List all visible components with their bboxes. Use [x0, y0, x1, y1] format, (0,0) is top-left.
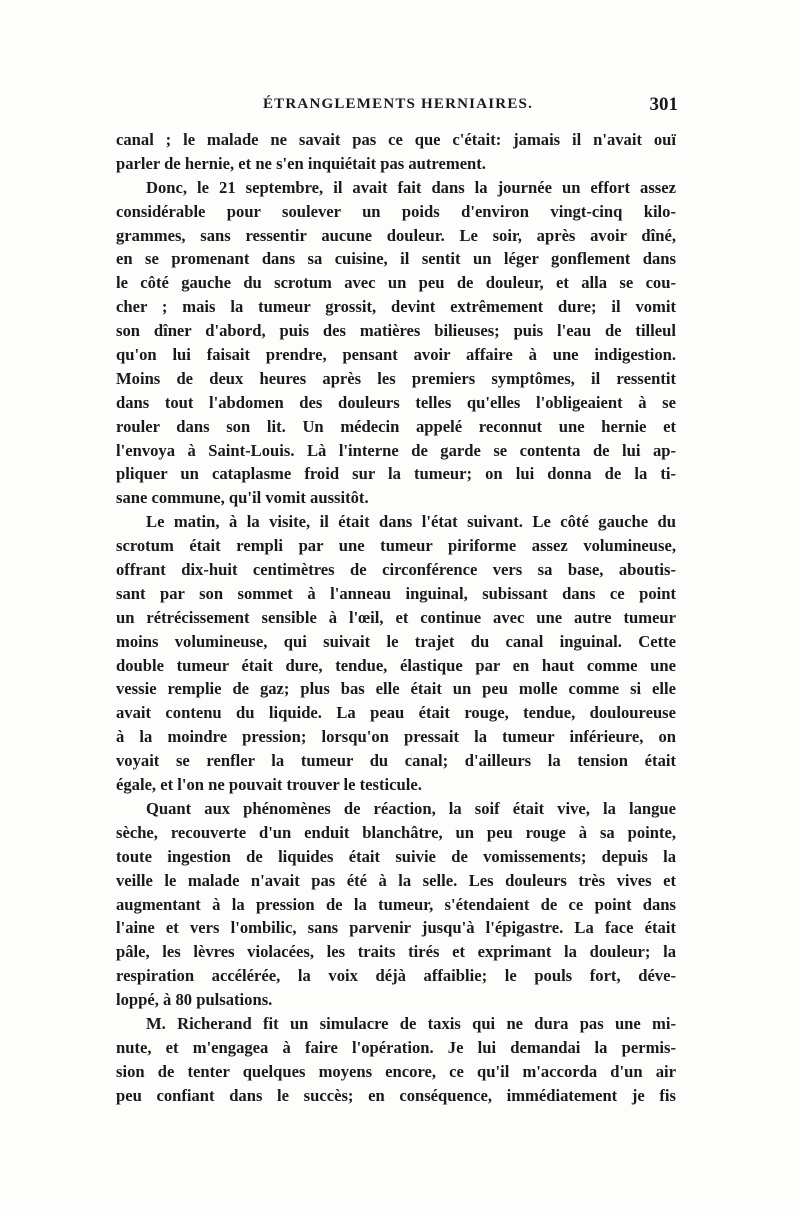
text-line: cher ; mais la tumeur grossit, devint extrêmement dure; il vomit — [116, 297, 676, 317]
text-line: rouler dans son lit. Un médecin appelé reconnut une hernie et — [116, 416, 676, 436]
text-line: offrant dix-huit centimètres de circonférence vers sa base, aboutis- — [116, 560, 676, 580]
text-line: dans tout l'abdomen des douleurs telles qu'elles l'obligeaient à se — [116, 392, 676, 412]
text-line: pâle, les lèvres violacées, les traits tirés et exprimant la douleur; la — [116, 942, 676, 962]
text-line: Moins de deux heures après les premiers symptômes, il ressentit — [116, 368, 676, 388]
text-line: scrotum était rempli par une tumeur piriforme assez volumineuse, — [116, 536, 676, 556]
text-line: considérable pour soulever un poids d'environ vingt-cinq kilo- — [116, 201, 676, 221]
running-head: ÉTRANGLEMENTS HERNIAIRES. — [262, 96, 534, 112]
text-line: à la moindre pression; lorsqu'on pressait la tumeur inférieure, on — [116, 727, 676, 747]
text-line: toute ingestion de liquides était suivie de vomissements; depuis la — [116, 846, 676, 866]
text-line: veille le malade n'avait pas été à la selle. Les douleurs très vives et — [116, 870, 676, 890]
text-line: parler de hernie, et ne s'en inquiétait pas autrement. — [116, 153, 486, 173]
text-line: nute, et m'engagea à faire l'opération. Je lui demandai la permis- — [116, 1037, 676, 1057]
body-text — [116, 128, 676, 1108]
text-line: canal ; le malade ne savait pas ce que c'était: jamais il n'avait ouï — [116, 130, 676, 149]
text-line: avait contenu du liquide. La peau était rouge, tendue, douloureuse — [116, 703, 676, 723]
text-line: Donc, le 21 septembre, il avait fait dans la journée un effort assez — [146, 177, 676, 197]
text-line: sane commune, qu'il vomit aussitôt. — [116, 488, 369, 508]
text-line: Quant aux phénomènes de réaction, la soif était vive, la langue — [146, 798, 676, 818]
page-header — [118, 96, 678, 122]
text-line: M. Richerand fit un simulacre de taxis qui ne dura pas une mi- — [146, 1013, 676, 1033]
text-line: loppé, à 80 pulsations. — [116, 990, 273, 1010]
text-line: pliquer un cataplasme froid sur la tumeur; on lui donna de la ti- — [116, 464, 676, 484]
text-line: augmentant à la pression de la tumeur, s'étendaient de ce point dans — [116, 894, 676, 914]
page-number: 301 — [649, 94, 678, 115]
text-line: moins volumineuse, qui suivait le trajet du canal inguinal. Cette — [116, 631, 676, 651]
text-line: peu confiant dans le succès; en conséquence, immédiatement je fis — [116, 1085, 676, 1105]
text-line: voyait se renfler la tumeur du canal; d'ailleurs la tension était — [116, 751, 676, 771]
text-line: sant par son sommet à l'anneau inguinal, subissant dans ce point — [116, 583, 676, 603]
text-line: le côté gauche du scrotum avec un peu de douleur, et alla se cou- — [116, 273, 676, 293]
text-line: respiration accélérée, la voix déjà affaiblie; le pouls fort, déve- — [116, 966, 676, 986]
text-line: l'envoya à Saint-Louis. Là l'interne de garde se contenta de lui ap- — [116, 440, 676, 460]
text-line: l'aine et vers l'ombilic, sans parvenir jusqu'à l'épigastre. La face était — [116, 918, 676, 938]
text-line: vessie remplie de gaz; plus bas elle était un peu molle comme si elle — [116, 679, 676, 699]
text-line: grammes, sans ressentir aucune douleur. Le soir, après avoir dîné, — [116, 225, 676, 245]
text-line: qu'on lui faisait prendre, pensant avoir affaire à une indigestion. — [116, 345, 676, 365]
text-line: sion de tenter quelques moyens encore, ce qu'il m'accorda d'un air — [116, 1061, 676, 1081]
text-line: sèche, recouverte d'un enduit blanchâtre, un peu rouge à sa pointe, — [116, 822, 676, 842]
text-line: un rétrécissement sensible à l'œil, et continue avec une autre tumeur — [116, 607, 676, 627]
text-line: en se promenant dans sa cuisine, il sentit un léger gonflement dans — [116, 249, 676, 269]
text-line: Le matin, à la visite, il était dans l'état suivant. Le côté gauche du — [146, 512, 676, 532]
text-line: égale, et l'on ne pouvait trouver le testicule. — [116, 775, 422, 795]
text-line: double tumeur était dure, tendue, élastique par en haut comme une — [116, 655, 676, 675]
text-line: son dîner d'abord, puis des matières bilieuses; puis l'eau de tilleul — [116, 321, 676, 341]
